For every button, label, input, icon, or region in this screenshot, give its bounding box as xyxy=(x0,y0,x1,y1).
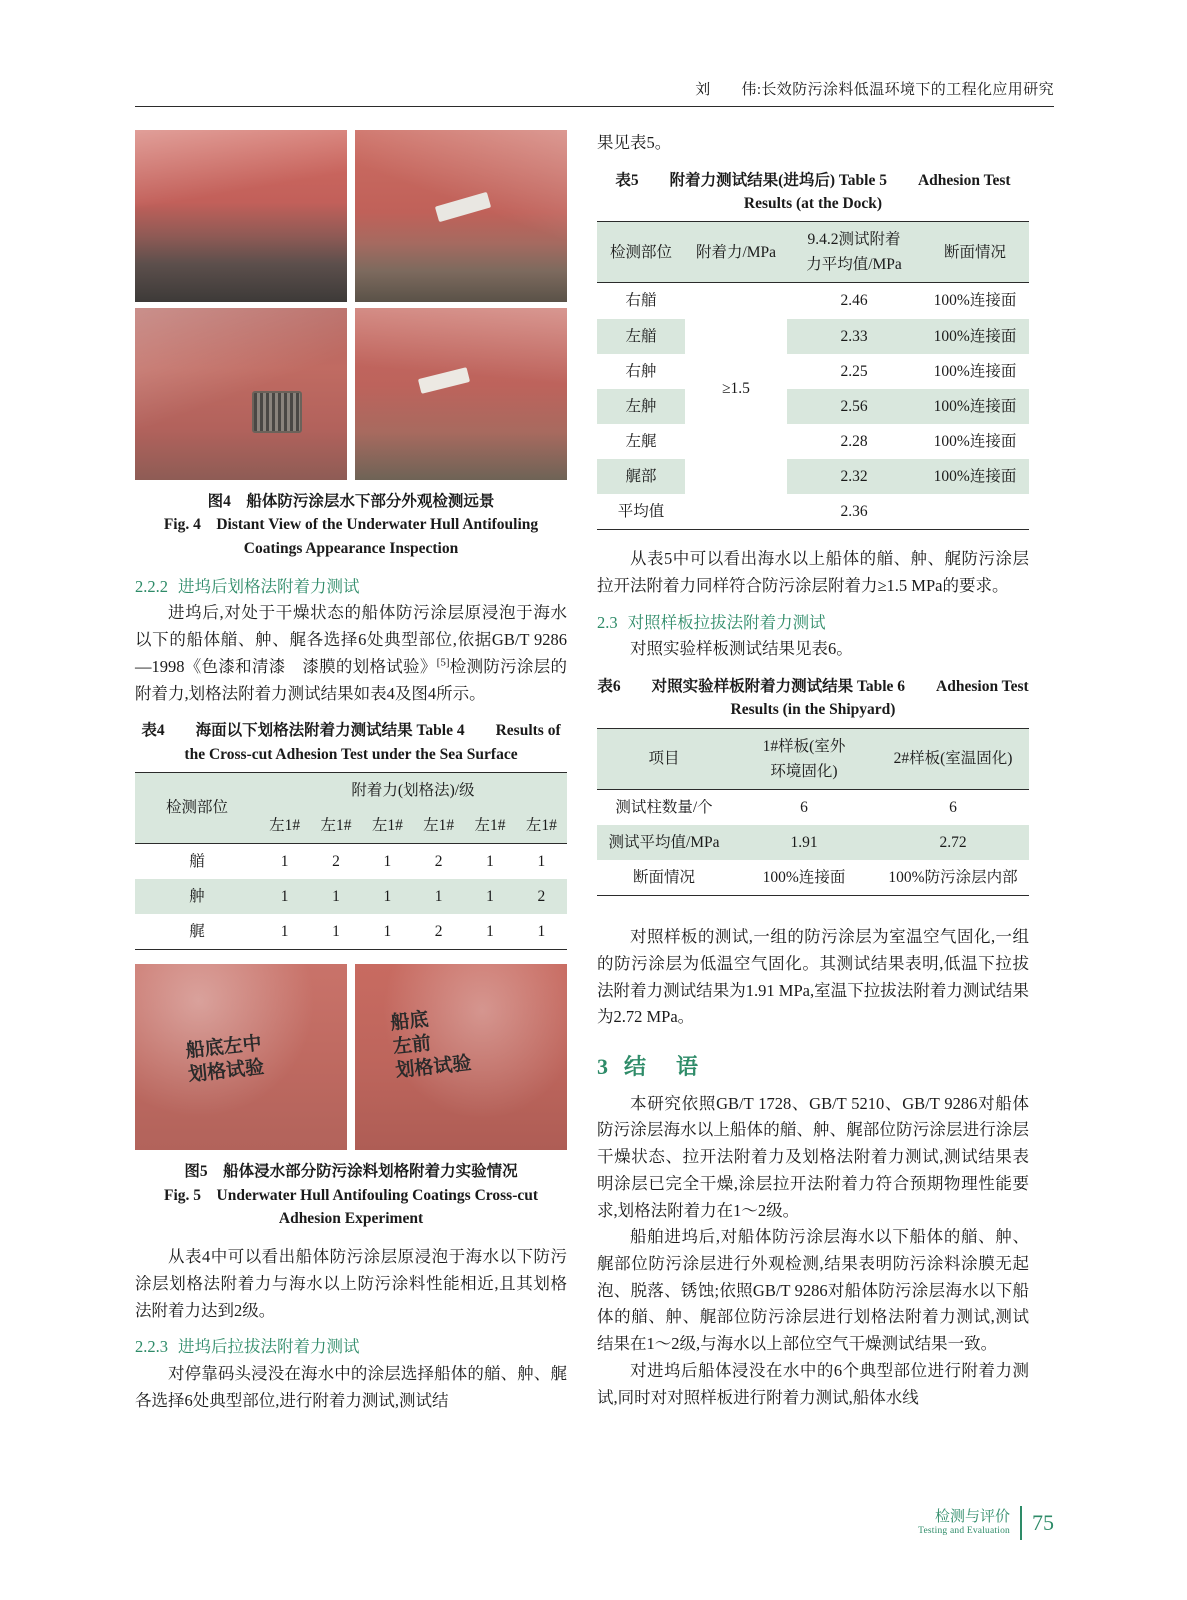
paragraph-2-2-3: 对停靠码头浸没在海水中的涂层选择船体的艏、舯、艉各选择6处典型部位,进行附着力测试,测试结 xyxy=(135,1364,567,1410)
table-5-header-strength: 附着力/MPa xyxy=(685,222,787,283)
section-heading-3 xyxy=(597,1049,1029,1085)
table-4-cell-part: 艏 xyxy=(135,844,259,880)
paragraph-2-3: 对照实验样板测试结果见表6。 xyxy=(630,639,853,659)
table-row xyxy=(597,860,1029,896)
table-6-header-sample-1 xyxy=(731,728,877,789)
table-6-caption xyxy=(597,675,1029,722)
table-4-cell: 1 xyxy=(310,914,361,950)
table-4-subheader: 左1# xyxy=(320,816,352,834)
paragraph-table-6-analysis: 对照样板的测试,一组的防污涂层为室温空气固化,一组的防污涂层为低温空气固化。其测试结果表明,低温下拉拔法附着力测试结果为1.91 MPa,室温下拉拔法附着力测试结果为2.72 MPa。 xyxy=(597,927,1029,1027)
table-5-cell-average: 2.56 xyxy=(787,389,921,424)
table-5-cell-section: 100%连接面 xyxy=(921,459,1029,494)
section-title-2-3: 对照样板拉拔法附着力测试 xyxy=(627,612,826,632)
footer-section-en: Testing and Evaluation xyxy=(918,1526,1010,1537)
left-column xyxy=(135,130,567,1414)
table-5-header-average-line2: 力平均值/MPa xyxy=(806,256,902,274)
footer-section-cn: 检测与评价 xyxy=(934,1508,1010,1525)
figure-5-caption xyxy=(135,1160,567,1230)
page-footer xyxy=(918,1506,1054,1540)
figure-5-images xyxy=(135,964,567,1150)
table-4-cell: 1 xyxy=(434,888,443,906)
figure-5-caption-en-line1: Fig. 5 Underwater Hull Antifouling Coatings Cross-cut xyxy=(163,1186,539,1204)
footer-section-name xyxy=(918,1509,1010,1537)
figure-4-caption-en-line1: Fig. 4 Distant View of the Underwater Hull Antifouling xyxy=(163,516,539,534)
table-6-cell-v2: 100%防污涂层内部 xyxy=(877,860,1029,896)
table-4-caption xyxy=(135,719,567,766)
section-number-3: 3 xyxy=(597,1054,608,1079)
table-4-cell: 2 xyxy=(413,844,464,880)
table-5-header-average xyxy=(787,222,921,283)
table-5-header-row xyxy=(597,222,1029,283)
table-5-cell-section: 100%连接面 xyxy=(921,389,1029,424)
table-4-cell: 1 xyxy=(516,844,567,880)
table-5-cell-section: 100%连接面 xyxy=(933,432,1017,450)
table-4-cell: 2 xyxy=(413,914,464,950)
table-6-cell-v2: 6 xyxy=(877,789,1029,825)
table-row xyxy=(135,844,567,880)
table-row xyxy=(597,319,1029,354)
conclusion-paragraph-1: 本研究依照GB/T 1728、GB/T 5210、GB/T 9286对船体防污涂层海水以上船体的艏、舯、艉部位防污涂层进行涂层干燥状态、拉开法附着力及划格法附着力测试,测试结果表明涂层已完全干燥,涂层拉开法附着力符合预期物理性能要求,划格法附着力在1～2级。 xyxy=(597,1093,1029,1220)
table-5-cell-average: 2.33 xyxy=(787,319,921,354)
table-4-cell: 1 xyxy=(464,844,515,880)
table-6-header-sample-2: 2#样板(室温固化) xyxy=(877,728,1029,789)
table-4-subheader: 左1# xyxy=(269,816,301,834)
table-4-cell: 2 xyxy=(310,844,361,880)
table-5-cell-section: 100%连接面 xyxy=(933,362,1017,380)
table-5-header-section: 断面情况 xyxy=(921,222,1029,283)
figure-5-caption-cn: 图5 船体浸水部分防污涂料划格附着力实验情况 xyxy=(184,1163,518,1181)
table-6-cell-item: 测试平均值/MPa xyxy=(608,833,720,851)
conclusion-paragraph-3: 对进坞后船体浸没在水中的6个典型部位进行附着力测试,同时对对照样板进行附着力测试,船体水线 xyxy=(597,1360,1029,1407)
table-4-subheader: 左1# xyxy=(525,816,557,834)
table-4-subheader: 左1# xyxy=(423,816,455,834)
table-4-cell: 1 xyxy=(280,888,289,906)
table-4-cell: 1 xyxy=(362,844,413,880)
table-4-cell-part: 舯 xyxy=(189,888,205,906)
table-5-cell-strength: ≥1.5 xyxy=(685,283,787,494)
table-row xyxy=(135,914,567,950)
figure-4-photo-2 xyxy=(355,130,567,302)
table-4-cell: 1 xyxy=(259,914,310,950)
section-number-2-2-2: 2.2.2 xyxy=(135,576,168,596)
section-heading-2-2-3 xyxy=(135,1334,567,1361)
table-5-header-part: 检测部位 xyxy=(597,222,685,283)
table-4-cell: 1 xyxy=(259,844,310,880)
section-title-2-2-3: 进坞后拉拔法附着力测试 xyxy=(178,1337,360,1357)
figure-5-photo-1-annotation: 船底左中 划格试验 xyxy=(184,1033,266,1086)
table-4-header-row-1 xyxy=(135,772,567,808)
table-4-cell: 1 xyxy=(516,914,567,950)
table-6-header-sample-1-line1: 1#样板(室外 xyxy=(762,737,846,755)
section-title-3: 结 语 xyxy=(624,1054,703,1079)
figure-4-photo-1 xyxy=(135,130,347,302)
figure-4-photo-4 xyxy=(355,308,567,480)
header-divider xyxy=(135,106,1054,107)
table-5-cell-part: 右艏 xyxy=(597,283,685,319)
table-5-cell-average: 2.28 xyxy=(840,432,868,450)
table-4-header-span: 附着力(划格法)/级 xyxy=(259,772,567,808)
conclusion-paragraph-2: 船舶进坞后,对船体防污涂层海水以下船体的艏、舯、艉部位防污涂层进行外观检测,结果表明防污涂料涂膜无起泡、脱落、锈蚀;依照GB/T 9286对船体防污涂层海水以下船体的艏、舯、艉部位防污涂层进行划格法附着力测试,测试结果在1～2级,与海水以上部位空气干燥测试结果一致。 xyxy=(597,1227,1029,1354)
table-4-cell: 2 xyxy=(537,888,546,906)
table-5 xyxy=(597,221,1029,530)
table-6-cell-item: 测试柱数量/个 xyxy=(597,789,731,825)
table-5-cell-average: 2.36 xyxy=(787,494,921,530)
table-6-header-item: 项目 xyxy=(597,728,731,789)
figure-4-images xyxy=(135,130,567,480)
table-5-cell-part: 平均值 xyxy=(597,494,685,530)
table-6-cell-v1: 100%连接面 xyxy=(731,860,877,896)
table-row xyxy=(597,789,1029,825)
table-5-caption-cn: 表5 附着力测试结果(进坞后) xyxy=(615,171,835,189)
paragraph-2-2-2 xyxy=(135,600,567,707)
table-5-cell-part: 艉部 xyxy=(597,459,685,494)
page-number: 75 xyxy=(1032,1510,1054,1535)
figure-5-photo-2 xyxy=(355,964,567,1150)
table-5-cell-average: 2.25 xyxy=(840,362,868,380)
running-head-author: 刘 伟 xyxy=(695,82,757,98)
table-4-subheader: 左1# xyxy=(474,816,506,834)
table-row xyxy=(597,283,1029,319)
table-4-cell-part: 艉 xyxy=(135,914,259,950)
continuation-line: 果见表5。 xyxy=(597,133,672,152)
table-5-cell-average: 2.32 xyxy=(787,459,921,494)
table-4-cell: 1 xyxy=(486,888,494,906)
table-row xyxy=(597,354,1029,389)
figure-4-photo-3 xyxy=(135,308,347,480)
section-number-2-2-3: 2.2.3 xyxy=(135,1337,168,1357)
table-6-caption-cn: 表6 对照实验样板附着力测试结果 xyxy=(597,678,854,696)
running-head-title: :长效防污涂料低温环境下的工程化应用研究 xyxy=(756,82,1054,98)
figure-4-caption xyxy=(135,490,567,560)
paragraph-2-2-2-text: 进坞后,对处于干燥状态的船体防污涂层原浸泡于海水以下的船体艏、舯、艉各选择6处典型部位,依据GB/T 9286—1998《色漆和清漆 漆膜的划格试验》 xyxy=(135,603,567,676)
table-5-caption xyxy=(597,169,1029,216)
figure-4-caption-cn: 图4 船体防污涂层水下部分外观检测远景 xyxy=(207,493,495,510)
table-row xyxy=(597,825,1029,860)
right-column xyxy=(597,130,1029,1411)
section-heading-2-3 xyxy=(597,610,1029,637)
paragraph-after-figure-5: 从表4中可以看出船体防污涂层原浸泡于海水以下防污涂层划格法附着力与海水以上防污涂料性能相近,且其划格法附着力达到2级。 xyxy=(135,1247,567,1320)
table-5-cell-blank xyxy=(685,494,787,530)
table-5-cell-section: 100%连接面 xyxy=(921,319,1029,354)
table-4-cell: 1 xyxy=(362,914,413,950)
paragraph-table-5-analysis: 从表5中可以看出海水以上船体的艏、舯、艉防污涂层拉开法附着力同样符合防污涂层附着力≥1.5 MPa的要求。 xyxy=(597,549,1029,595)
paragraph-2-2-2-text-cont: 检测防污涂层的附着力,划格法附着力测试结果如表4及图4所示。 xyxy=(135,656,568,703)
table-row xyxy=(597,494,1029,530)
table-5-cell-part: 左舯 xyxy=(597,389,685,424)
table-6-cell-v1: 1.91 xyxy=(790,833,818,851)
table-4-header-part: 检测部位 xyxy=(135,772,259,843)
table-4-cell: 1 xyxy=(464,914,515,950)
table-6 xyxy=(597,728,1029,897)
table-5-cell-section: 100%连接面 xyxy=(921,283,1029,319)
figure-5-caption-en-line2: Adhesion Experiment xyxy=(278,1209,424,1227)
table-5-cell-section xyxy=(921,494,1029,530)
table-4-caption-en-line1: Table 4 Results of the Cross-cut Adhesion Test under the xyxy=(184,722,561,763)
section-heading-2-2-2 xyxy=(135,574,567,601)
table-5-header-average-line1: 9.4.2测试附着 xyxy=(807,231,901,249)
table-4-subheader: 左1# xyxy=(371,816,403,834)
table-5-cell-part: 左艉 xyxy=(625,432,657,450)
footer-divider xyxy=(1020,1506,1022,1540)
table-4-cell: 1 xyxy=(383,888,392,906)
table-4-cell: 1 xyxy=(332,888,340,906)
table-row xyxy=(597,459,1029,494)
table-6-cell-item: 断面情况 xyxy=(597,860,731,896)
table-5-caption-en: Table 5 Adhesion Test Results (at the Dock) xyxy=(743,171,1011,212)
table-row xyxy=(597,424,1029,459)
table-5-cell-part: 左艏 xyxy=(597,319,685,354)
table-6-caption-en: Table 6 Adhesion Test Results (in the Shipyard) xyxy=(730,678,1029,719)
table-4 xyxy=(135,772,567,951)
table-6-cell-v1: 6 xyxy=(731,789,877,825)
table-6-header-sample-1-line2: 环境固化) xyxy=(770,762,838,780)
table-6-header-row xyxy=(597,728,1029,789)
table-row xyxy=(597,389,1029,424)
figure-5-photo-1 xyxy=(135,964,347,1150)
table-row xyxy=(135,879,567,914)
table-4-caption-en-line2: Sea Surface xyxy=(439,745,518,763)
table-6-cell-v2: 2.72 xyxy=(939,833,967,851)
running-head xyxy=(135,78,1054,99)
figure-4-caption-en-line2: Coatings Appearance Inspection xyxy=(243,539,459,557)
section-number-2-3: 2.3 xyxy=(597,612,618,632)
reference-marker-5: [5] xyxy=(436,656,450,669)
figure-5-photo-2-annotation: 船底 左前 划格试验 xyxy=(389,1009,473,1082)
section-title-2-2-2: 进坞后划格法附着力测试 xyxy=(178,576,360,596)
table-4-caption-cn: 表4 海面以下划格法附着力测试结果 xyxy=(141,722,413,740)
table-5-cell-average: 2.46 xyxy=(787,283,921,319)
table-5-cell-part: 右舯 xyxy=(625,362,657,380)
